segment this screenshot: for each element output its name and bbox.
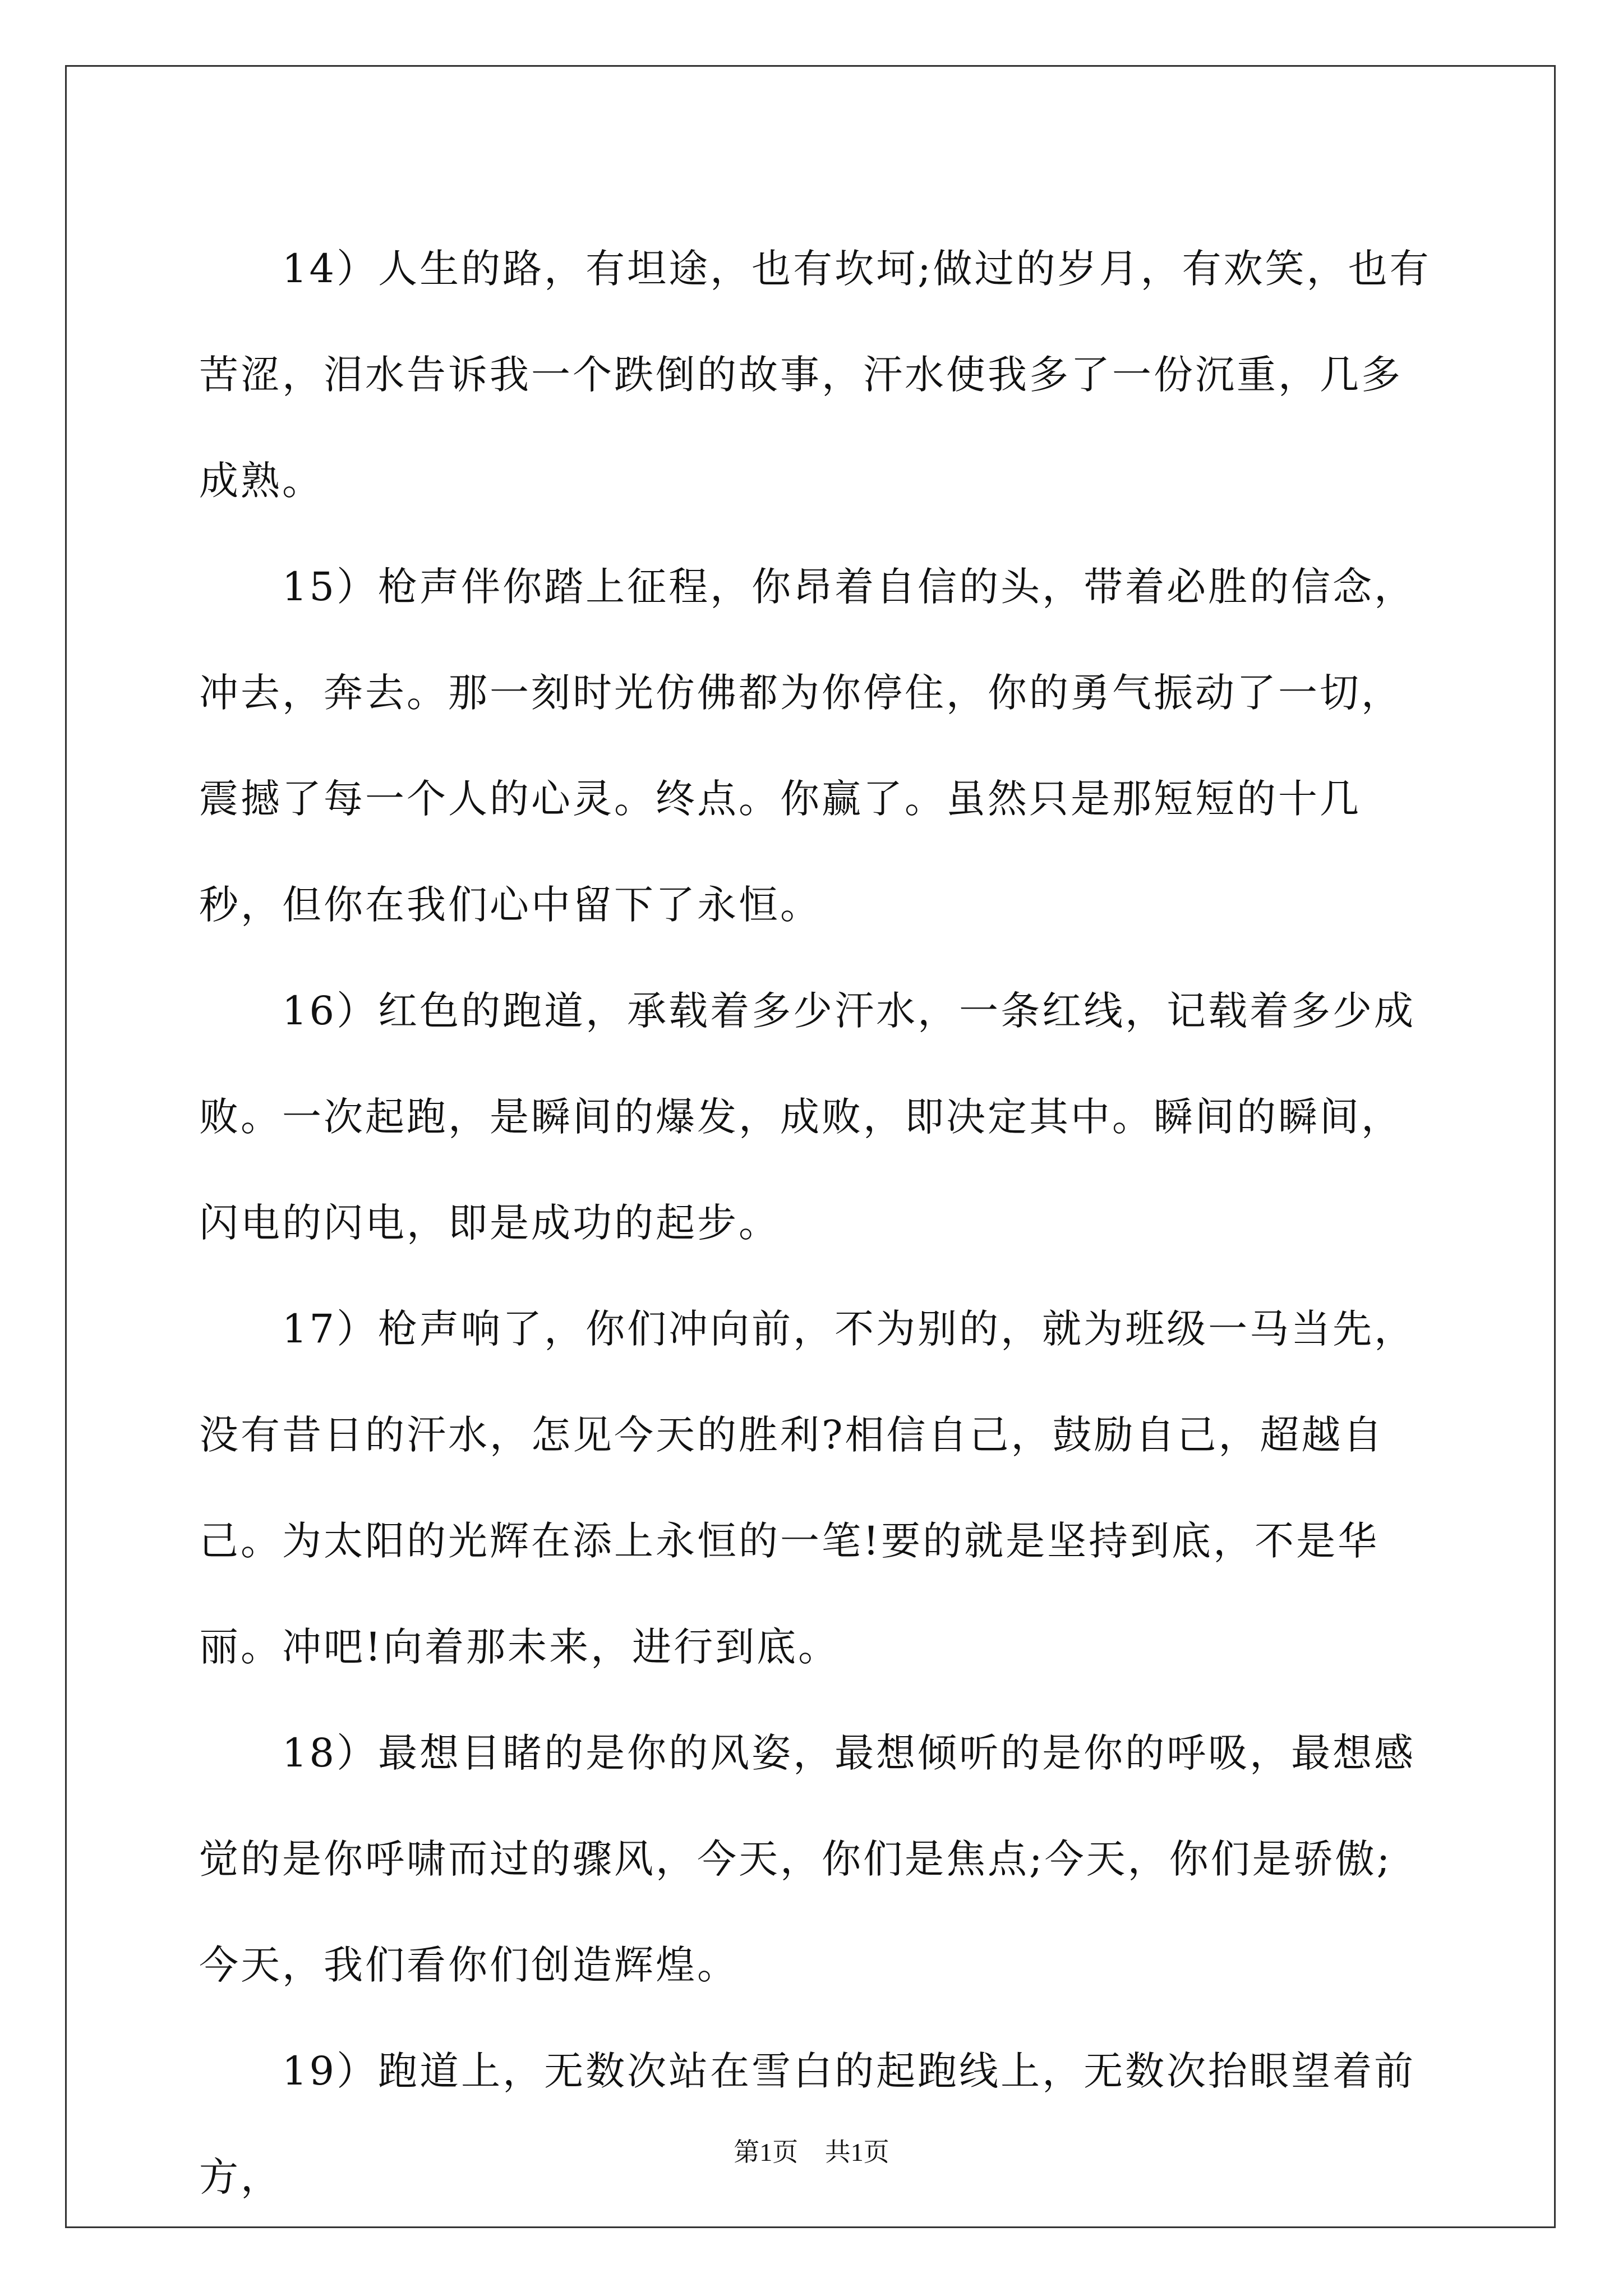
- paragraph-17: 17）枪声响了，你们冲向前，不为别的，就为班级一马当先，没有昔日的汗水，怎见今天的胜利?相信自己，鼓励自己，超越自己。为太阳的光辉在添上永恒的一笔!要的就是坚持到底，不是华丽。冲吧!向着那未来，进行到底。: [199, 1306, 1416, 1670]
- paragraph-15: 15）枪声伴你踏上征程，你昂着自信的头，带着必胜的信念，冲去，奔去。那一刻时光仿佛都为你停住，你的勇气振动了一切，震撼了每一个人的心灵。终点。你赢了。虽然只是那短短的十几秒，但你在我们心中留下了永恒。: [199, 564, 1416, 928]
- page-number: 第1页: [734, 2138, 799, 2166]
- paragraph-16: 16）红色的跑道，承载着多少汗水，一条红线，记载着多少成败。一次起跑，是瞬间的爆发，成败，即决定其中。瞬间的瞬间，闪电的闪电，即是成功的起步。: [199, 988, 1416, 1246]
- paragraph-14: 14）人生的路，有坦途，也有坎坷;做过的岁月，有欢笑，也有苦涩，泪水告诉我一个跌倒的故事，汗水使我多了一份沉重，几多成熟。: [199, 246, 1431, 504]
- page-total: 共1页: [824, 2138, 889, 2166]
- page-footer: [0, 2132, 1623, 2169]
- paragraph-19: 19）跑道上，无数次站在雪白的起跑线上，无数次抬眼望着前方，: [199, 2048, 1416, 2200]
- document-body: [199, 216, 1433, 2230]
- paragraph-18: 18）最想目睹的是你的风姿，最想倾听的是你的呼吸，最想感觉的是你呼啸而过的骤风，今天，你们是焦点;今天，你们是骄傲;今天，我们看你们创造辉煌。: [199, 1730, 1416, 1988]
